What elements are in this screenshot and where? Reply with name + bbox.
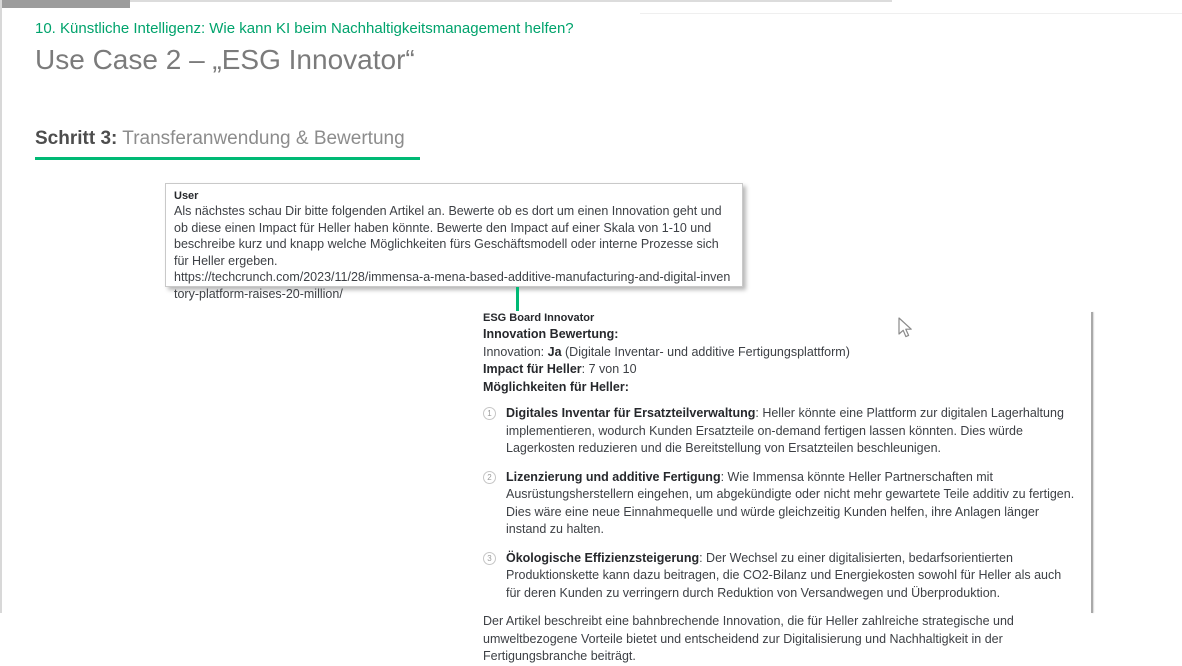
list-item-title: Ökologische Effizienzsteigerung bbox=[506, 550, 700, 565]
list-item-number-badge: 2 bbox=[483, 471, 496, 484]
mouse-cursor bbox=[898, 317, 913, 339]
assistant-message bbox=[483, 311, 1077, 666]
list-item-title: Digitales Inventar für Ersatzteilverwaltung bbox=[506, 406, 756, 420]
innovation-detail: (Digitale Inventar- und additive Fertigungsplattform) bbox=[561, 344, 850, 359]
divider-line bbox=[640, 13, 1182, 14]
list-item-text: : Der Wechsel zu einer digitalisierten, bedarfsorientierten Produktionskette kann dazu beitragen, die CO2-Bilanz und Energiekosten sowohl für Heller als auch für deren Kunden zu verringern durch Reduktion von Versandwegen und Überproduktion. bbox=[506, 550, 1062, 600]
slide-title: Use Case 2 – „ESG Innovator“ bbox=[35, 44, 415, 75]
possibilities-heading: Möglichkeiten für Heller: bbox=[483, 379, 629, 394]
list-item bbox=[483, 550, 1077, 603]
list-item-text: : Wie Immensa könnte Heller Partnerschaften mit Ausrüstungsherstellern eingehen, um abgekündigte oder nicht mehr gewartete Teile additiv zu fertigen. Dies wäre eine neue Einnahmequelle und würde gleichzeitig Kunden helfen, ihre Anlagen länger instand zu halten. bbox=[506, 469, 1075, 536]
innovation-value: Ja bbox=[547, 344, 562, 359]
closing-paragraph: Der Artikel beschreibt eine bahnbrechende Innovation, die für Heller zahlreiche strategische und umweltbezogene Vorteile bietet und entscheidend zur Digitalisierung und Nachhaltigkeit in der Fertigungsbranche beiträgt. bbox=[483, 614, 1014, 663]
list-item-number-badge: 3 bbox=[483, 552, 496, 565]
impact-label: Impact für Heller bbox=[483, 362, 582, 376]
impact-line bbox=[483, 361, 1077, 379]
innovation-line bbox=[483, 344, 1077, 362]
step-label: Schritt 3: bbox=[35, 128, 118, 149]
list-item-text: : Heller könnte eine Plattform zur digitalen Lagerhaltung implementieren, wodurch Kunden Ersatzteile on-demand fertigen lassen könnten. Dies würde Lagerkosten reduzieren und die Bereitstellung von Ersatzteilen beschleunigen. bbox=[506, 406, 1064, 455]
list-item-number-badge: 1 bbox=[483, 407, 496, 420]
list-item bbox=[483, 469, 1077, 539]
step-heading bbox=[35, 128, 405, 150]
list-item-title: Lizenzierung und additive Fertigung bbox=[506, 469, 721, 484]
window-edge-left bbox=[0, 0, 2, 613]
article-url-link[interactable]: https://techcrunch.com/2023/11/28/immensa-a-mena-based-additive-manufacturing-and-digital-inventory-platform-raises-20-million/ bbox=[174, 270, 731, 301]
innovation-heading: Innovation Bewertung: bbox=[483, 327, 619, 341]
connector-line bbox=[516, 287, 519, 311]
step-title: Transferanwendung & Bewertung bbox=[117, 128, 405, 149]
list-item bbox=[483, 405, 1077, 458]
user-message-text: Als nächstes schau Dir bitte folgenden Artikel an. Bewerte ob es dort um einen Innovation geht und ob diese einen Impact für Heller haben könnte. Bewerte den Impact auf einer Skala von 1-10 und beschreibe kurz und knapp welche Möglichkeiten fürs Geschäftsmodell oder interne Prozesse sich für Heller ergeben. bbox=[174, 204, 722, 268]
step-underline bbox=[35, 157, 420, 160]
assistant-role-label: ESG Board Innovator bbox=[483, 312, 595, 324]
window-edge-top-left bbox=[0, 0, 130, 8]
screenshot-edge-line bbox=[1091, 312, 1093, 613]
window-edge-top bbox=[130, 0, 892, 2]
user-role-label: User bbox=[174, 190, 199, 202]
impact-value: : 7 von 10 bbox=[581, 362, 637, 376]
possibility-list bbox=[483, 405, 1077, 602]
innovation-prefix: Innovation: bbox=[483, 344, 548, 359]
slide-kicker: 10. Künstliche Intelligenz: Wie kann KI beim Nachhaltigkeitsmanagement helfen? bbox=[35, 20, 574, 37]
user-message-card bbox=[165, 183, 743, 301]
